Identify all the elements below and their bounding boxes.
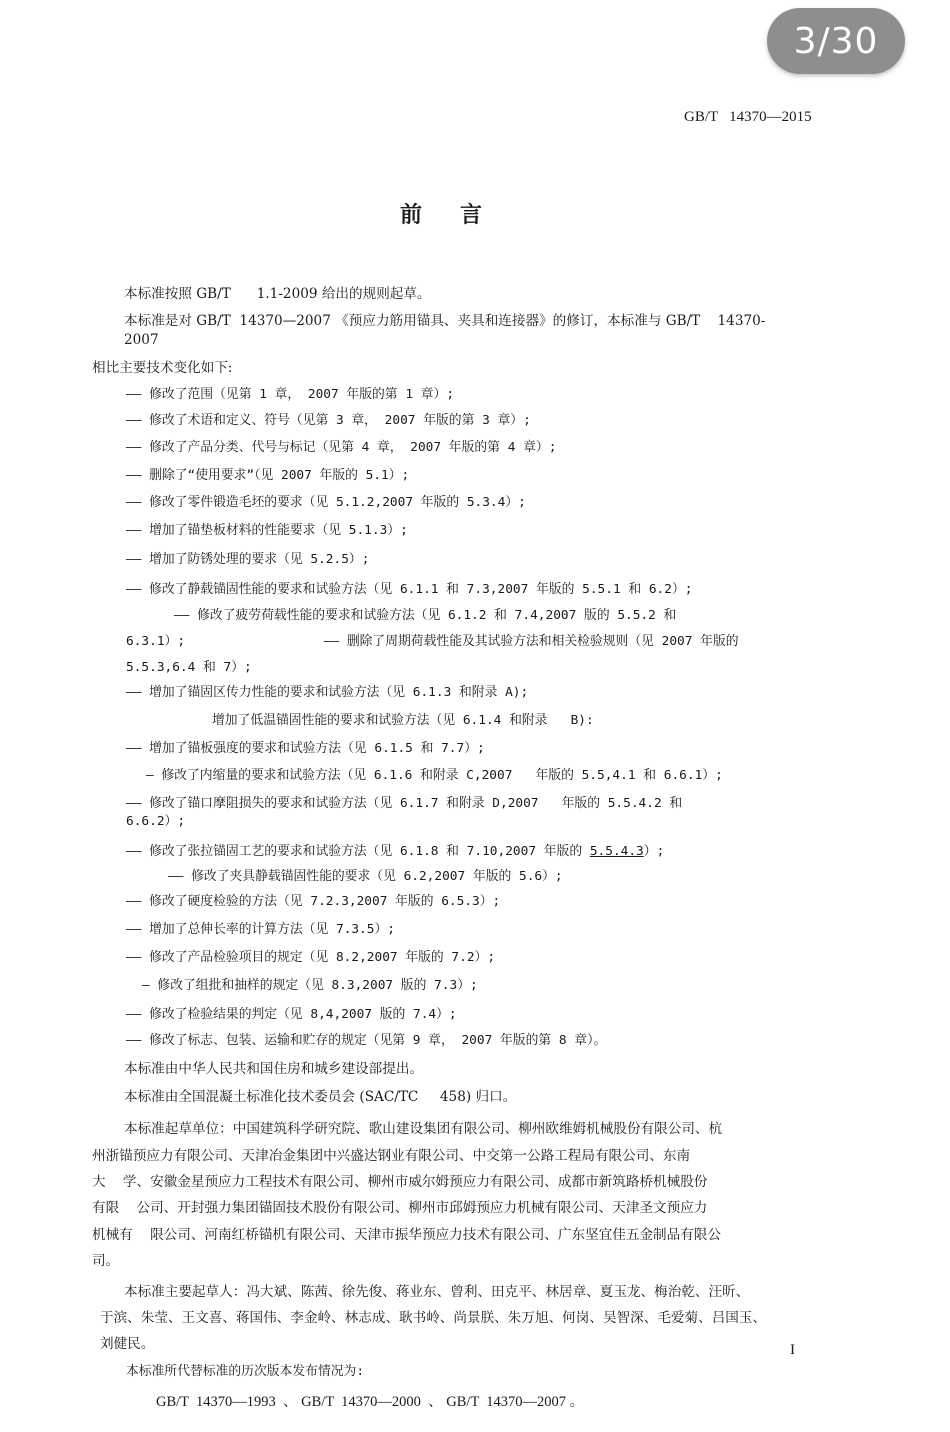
change-item: —— 修改了范围（见第 1 章， 2007 年版的第 1 章）; bbox=[126, 387, 455, 402]
change-item: —— 修改了夹具静载锚固性能的要求（见 6.2,2007 年版的 5.6）; bbox=[168, 869, 563, 884]
paragraph-line: 本标准是对 GB/T 14370—2007 《预应力筋用锚具、夹具和连接器》的修订，本标准与 GB/T 14370- bbox=[124, 313, 766, 329]
paragraph-line: 本标准按照 GB/T 1.1-2009 给出的规则起草。 bbox=[124, 286, 431, 302]
page-counter-badge bbox=[767, 8, 905, 74]
change-item: —— 修改了疲劳荷载性能的要求和试验方法（见 6.1.2 和 7.4,2007 版的 5.5.2 和 bbox=[174, 608, 677, 623]
change-item: 6.6.2）; bbox=[126, 814, 186, 829]
change-item: —— 增加了防锈处理的要求（见 5.2.5）; bbox=[126, 552, 370, 567]
page-counter-text: 3/30 bbox=[793, 20, 879, 62]
change-item: —— 修改了静载锚固性能的要求和试验方法（见 6.1.1 和 7.3,2007 年版的 5.5.1 和 6.2）; bbox=[126, 582, 693, 597]
change-item: — 修改了内缩量的要求和试验方法（见 6.1.6 和附录 C,2007 年版的 5.5,4.1 和 6.6.1）; bbox=[146, 768, 723, 783]
change-item-tail: ）; bbox=[643, 844, 665, 859]
change-item: —— 修改了标志、包装、运输和贮存的规定（见第 9 章， 2007 年版的第 8 章）。 bbox=[126, 1033, 607, 1048]
change-item: —— 修改了检验结果的判定（见 8,4,2007 版的 7.4）; bbox=[126, 1007, 457, 1022]
underlined-clause: 5.5.4.3 bbox=[589, 844, 644, 859]
drafting-units-line: 本标准起草单位：中国建筑科学研究院、歌山建设集团有限公司、柳州欧维姆机械股份有限公司、杭 bbox=[124, 1121, 723, 1137]
standard-code-header: GB/T 14370—2015 bbox=[684, 109, 812, 125]
change-item: — 修改了组批和抽样的规定（见 8.3,2007 版的 7.3）; bbox=[142, 978, 478, 993]
change-item: —— 修改了硬度检验的方法（见 7.2.3,2007 年版的 6.5.3）; bbox=[126, 894, 501, 909]
change-item: —— 增加了锚固区传力性能的要求和试验方法（见 6.1.3 和附录 A); bbox=[126, 685, 529, 700]
drafting-units-line: 大 学、安徽金星预应力工程技术有限公司、柳州市威尔姆预应力有限公司、成都市新筑路桥机械股份 bbox=[92, 1174, 708, 1190]
change-item: —— 修改了零件锻造毛坯的要求（见 5.1.2,2007 年版的 5.3.4）; bbox=[126, 495, 526, 510]
change-item: —— 增加了锚垫板材料的性能要求（见 5.1.3）; bbox=[126, 523, 408, 538]
change-item: —— 修改了产品分类、代号与标记（见第 4 章， 2007 年版的第 4 章）; bbox=[126, 440, 557, 455]
change-item: —— 修改了产品检验项目的规定（见 8.2,2007 年版的 7.2）; bbox=[126, 950, 496, 965]
drafters-line: 于滨、朱莹、王文喜、蒋国伟、李金岭、林志成、耿书岭、尚景朕、朱万旭、何岗、吴智深、毛爱菊、吕国玉、 bbox=[100, 1310, 767, 1326]
drafters-line: 本标准主要起草人：冯大斌、陈茜、徐先俊、蒋业东、曾利、田克平、林居章、夏玉龙、梅治乾、汪昕、 bbox=[124, 1284, 750, 1300]
drafting-units-line: 机械有 限公司、河南红桥锚机有限公司、天津市振华预应力技术有限公司、广东坚宜佳五金制品有限公 bbox=[92, 1227, 721, 1243]
change-item: 增加了低温锚固性能的要求和试验方法（见 6.1.4 和附录 B): bbox=[212, 713, 594, 728]
paragraph-line: 相比主要技术变化如下: bbox=[92, 360, 233, 376]
history-heading: 本标准所代替标准的历次版本发布情况为: bbox=[126, 1364, 365, 1379]
paragraph-line: 本标准由全国混凝土标准化技术委员会 (SAC/TC 458) 归口。 bbox=[124, 1089, 517, 1105]
history-versions: GB/T 14370—1993 、 GB/T 14370—2000 、 GB/T 14370—2007 。 bbox=[156, 1394, 585, 1410]
change-item bbox=[126, 843, 664, 861]
change-item: —— 修改了锚口摩阻损失的要求和试验方法（见 6.1.7 和附录 D,2007 年版的 5.5.4.2 和 bbox=[126, 796, 683, 811]
change-item: —— 增加了锚板强度的要求和试验方法（见 6.1.5 和 7.7）; bbox=[126, 741, 485, 756]
change-item: —— 增加了总伸长率的计算方法（见 7.3.5）; bbox=[126, 922, 395, 937]
drafting-units-line: 州浙锚预应力有限公司、天津冶金集团中兴盛达钢业有限公司、中交第一公路工程局有限公司、东南 bbox=[92, 1148, 691, 1164]
page-title: 前言 bbox=[399, 203, 520, 228]
change-item: —— 修改了术语和定义、符号（见第 3 章， 2007 年版的第 3 章）; bbox=[126, 413, 531, 428]
drafters-line: 刘健民。 bbox=[100, 1336, 155, 1352]
change-item-text: —— 修改了张拉锚固工艺的要求和试验方法（见 6.1.8 和 7.10,2007 年版的 bbox=[126, 844, 590, 859]
paragraph-line: 2007 bbox=[124, 332, 159, 348]
change-item: 6.3.1）; —— 删除了周期荷载性能及其试验方法和相关检验规则（见 2007 年版的 bbox=[126, 634, 739, 649]
page-number-roman: I bbox=[790, 1342, 795, 1358]
drafting-units-line: 有限 公司、开封强力集团锚固技术股份有限公司、柳州市邱姆预应力机械有限公司、天津圣文预应力 bbox=[92, 1200, 708, 1216]
change-item: 5.5.3,6.4 和 7）; bbox=[126, 660, 252, 675]
paragraph-line: 本标准由中华人民共和国住房和城乡建设部提出。 bbox=[124, 1061, 424, 1077]
change-item: —— 删除了“使用要求”（见 2007 年版的 5.1）; bbox=[126, 468, 410, 483]
drafting-units-line: 司。 bbox=[92, 1253, 120, 1269]
